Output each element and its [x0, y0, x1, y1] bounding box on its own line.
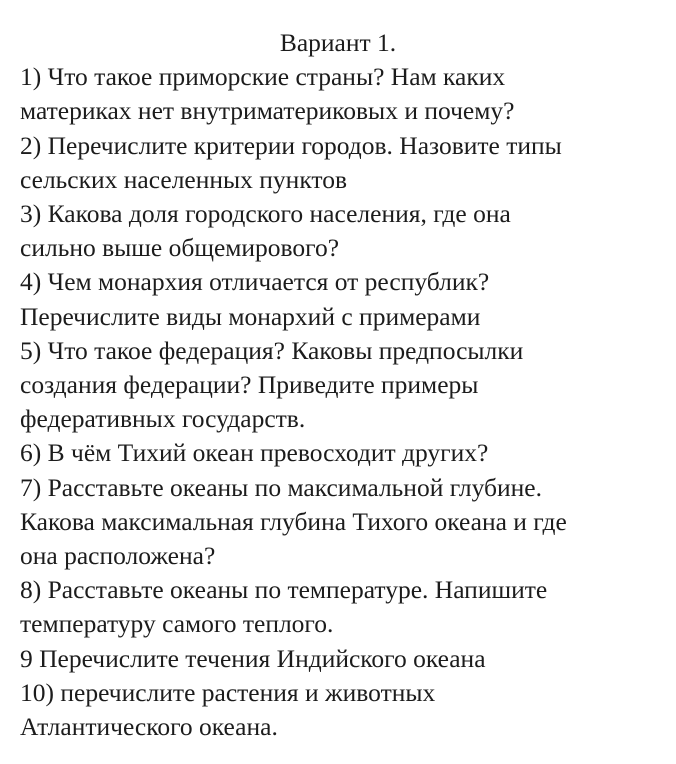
text-line: 1) Что такое приморские страны? Нам каких — [20, 62, 506, 92]
text-line: 10) перечислите растения и животных — [20, 677, 436, 707]
text-line: 4) Чем монархия отличается от республик? — [20, 267, 490, 297]
text-line: Атлантического океана. — [20, 712, 278, 742]
text-line: она расположена? — [20, 541, 216, 571]
text-line: федеративных государств. — [20, 404, 306, 434]
text-line: материках нет внутриматериковых и почему? — [20, 96, 515, 126]
text-line: 9 Перечислите течения Индийского океана — [20, 643, 486, 673]
document-page — [20, 26, 670, 744]
text-line: 2) Перечислите критерии городов. Назовите типы — [20, 130, 562, 160]
text-line: Перечислите виды монархий с примерами — [20, 301, 481, 331]
text-line: 7) Расставьте океаны по максимальной глубине. — [20, 472, 542, 502]
text-line: Какова максимальная глубина Тихого океана и где — [20, 506, 567, 536]
text-line: 8) Расставьте океаны по температуре. Напишите — [20, 575, 548, 605]
text-line: сельских населенных пунктов — [20, 164, 347, 194]
text-line: 6) В чём Тихий океан превосходит других? — [20, 438, 489, 468]
document-title: Вариант 1. — [279, 28, 397, 57]
text-line: создания федерации? Приведите примеры — [20, 370, 479, 400]
text-line: температуру самого теплого. — [20, 609, 334, 639]
text-line: 3) Какова доля городского населения, где она — [20, 199, 511, 229]
text-line: 5) Что такое федерация? Каковы предпосылки — [20, 335, 524, 365]
text-line: сильно выше общемирового? — [20, 233, 340, 263]
